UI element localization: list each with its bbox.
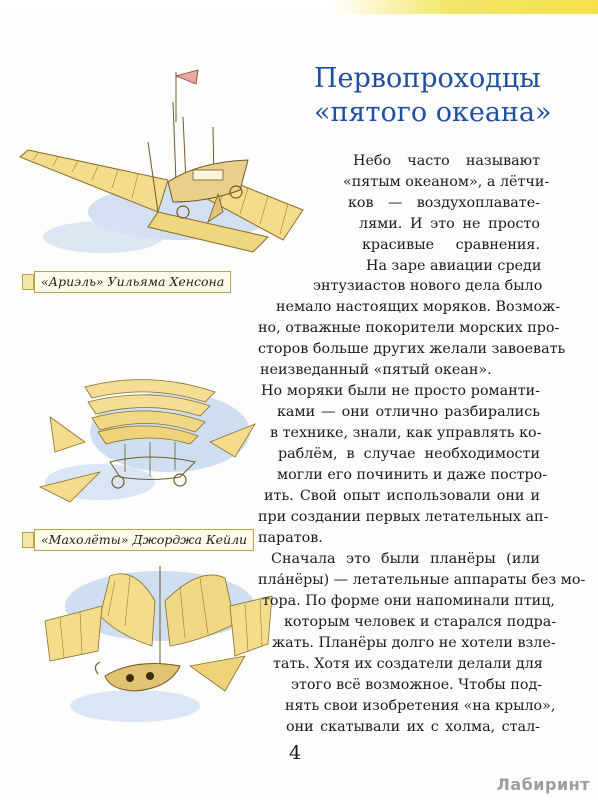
body-line: но, отважные покорители морских про- (258, 320, 560, 336)
page-title (314, 62, 584, 130)
body-line: На заре авиации среди (366, 258, 542, 274)
caption-maholety (34, 529, 274, 551)
cayley-glider-illustration (30, 372, 260, 512)
body-line: этого всё возможное. Чтобы под- (291, 677, 543, 693)
watermark: Лабиринт (496, 775, 590, 794)
body-line: паратов. (258, 530, 323, 546)
top-color-band (0, 0, 598, 14)
body-line: Сначала это были планёры (или (271, 551, 540, 567)
caption-ariel-text: «Ариэль» Уильяма Хенсона (34, 271, 231, 293)
body-line: в технике, знали, как управлять ко- (270, 425, 542, 441)
body-line: неизведанный «пятый океан». (260, 362, 492, 378)
body-line: нять свои изобретения «на крыло», (285, 698, 556, 714)
body-line: ками — они отлично разбирались (277, 404, 540, 420)
caption-ariel (34, 271, 274, 293)
body-line: тать. Хотя их создатели делали для (273, 656, 543, 672)
body-line: пла́нёры) — летательные аппараты без мо- (258, 572, 586, 588)
body-line: ить. Свой опыт использовали они и (264, 488, 540, 504)
ariel-illustration (8, 62, 308, 267)
body-line: могли его починить и даже постро- (277, 467, 548, 483)
page-number: 4 (289, 742, 302, 764)
body-line: тора. По форме они напоминали птиц, (262, 593, 555, 609)
caption-maholety-text: «Махолёты» Джорджа Кейли (34, 529, 254, 551)
body-line: раблём, в случае необходимости (278, 446, 540, 462)
body-line: которым человек и старался подра- (284, 614, 557, 630)
body-line: «пятым океаном», а лётчи- (343, 174, 550, 190)
body-line: при создании первых летательных ап- (258, 509, 549, 525)
body-line: энтузиастов нового дела было (313, 278, 543, 294)
title-line-1: Первопроходцы (314, 63, 541, 94)
body-line: ков — воздухоплавате- (348, 195, 540, 211)
ornithopter-illustration (40, 566, 275, 726)
caption-ribbon-left (22, 532, 34, 548)
body-line: Небо часто называют (353, 153, 540, 169)
body-line: красивые сравнения. (362, 237, 540, 253)
body-line: жать. Планёры долго не хотели взле- (272, 635, 556, 651)
body-line: Но моряки были не просто романти- (261, 383, 540, 399)
caption-ribbon-left (22, 274, 34, 290)
title-line-2: «пятого океана» (314, 97, 552, 128)
body-line: немало настоящих моряков. Возмож- (276, 299, 561, 315)
body-line: лями. И это не просто (359, 216, 540, 232)
body-line: они скатывали их с холма, стал- (286, 719, 540, 735)
body-line: сторов больше других желали завоевать (258, 341, 566, 357)
